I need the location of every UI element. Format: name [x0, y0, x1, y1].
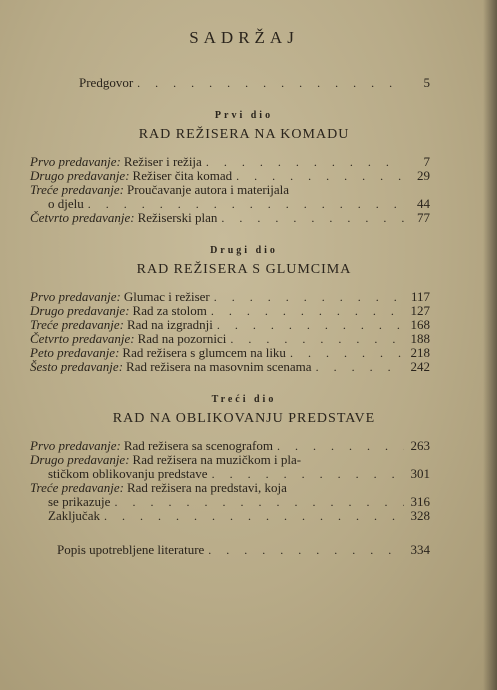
page-number: 334 [410, 542, 430, 557]
toc-entry [30, 481, 430, 495]
toc-entry-preface [30, 76, 430, 90]
entry-title-continued: stičkom oblikovanju predstave [48, 466, 208, 481]
entry-title: Režiser i režija [123, 154, 202, 169]
leader-dots [206, 155, 404, 169]
entry-title: Glumac i režiser [123, 289, 210, 304]
part-label: Prvi dio [214, 110, 274, 121]
entry-title-continued: o djelu [48, 196, 84, 211]
toc-entry [30, 183, 430, 197]
page-number: 127 [410, 303, 430, 318]
page-number: 7 [423, 154, 430, 169]
part-title: RAD REŽISERA NA KOMADU [138, 127, 350, 142]
leader-dots [114, 495, 404, 509]
lecture-label: Prvo predavanje: [30, 438, 121, 453]
toc-entry [30, 155, 430, 169]
toc-entry [30, 318, 430, 332]
entry-title: Rad na pozornici [137, 331, 227, 346]
toc-entry [30, 439, 430, 453]
toc-entry [30, 346, 430, 360]
leader-dots [316, 360, 404, 374]
leader-dots [230, 332, 404, 346]
page-number: 77 [417, 210, 430, 225]
lecture-label: Peto predavanje: [30, 345, 120, 360]
lecture-label: Prvo predavanje: [30, 154, 121, 169]
leader-dots [212, 467, 404, 481]
page-number: 242 [410, 359, 430, 374]
lecture-label: Treće predavanje: [30, 480, 124, 495]
leader-dots [236, 169, 404, 183]
entry-title: Rad na izgradnji [126, 317, 213, 332]
lecture-label: Četvrto predavanje: [30, 331, 135, 346]
toc-entry-continuation [30, 467, 430, 481]
toc-entry [30, 453, 430, 467]
lecture-label: Treće predavanje: [30, 182, 124, 197]
leader-dots [290, 346, 404, 360]
entry-title: Rad za stolom [132, 303, 207, 318]
lecture-label: Drugo predavanje: [30, 168, 130, 183]
entry-title: Režiser čita komad [132, 168, 233, 183]
entry-title-continued: se prikazuje [48, 494, 111, 509]
entry-title: Rad režisera na predstavi, koja [126, 480, 287, 495]
page-number: 29 [417, 168, 430, 183]
leader-dots [208, 543, 404, 557]
part-label: Drugi dio [210, 245, 278, 256]
part-title: RAD REŽISERA S GLUMCIMA [136, 262, 352, 277]
leader-dots [137, 76, 404, 90]
lecture-label: Četvrto predavanje: [30, 210, 135, 225]
toc-entry-continuation [30, 197, 430, 211]
leader-dots [214, 290, 404, 304]
page-title: SADRŽAJ [189, 28, 299, 47]
page-number: 117 [410, 289, 430, 304]
part-title: RAD NA OBLIKOVANJU PREDSTAVE [112, 411, 376, 426]
page-number: 168 [410, 317, 430, 332]
entry-title: Rad režisera na masovnim scenama [126, 359, 312, 374]
page-number: 263 [410, 438, 430, 453]
entry-title: Režiserski plan [137, 210, 218, 225]
entry-title: Popis upotrebljene literature [57, 542, 205, 557]
page-number: 316 [410, 494, 430, 509]
leader-dots [104, 509, 404, 523]
entry-title: Proučavanje autora i materijala [126, 182, 290, 197]
lecture-label: Drugo predavanje: [30, 452, 130, 467]
leader-dots [88, 197, 404, 211]
lecture-label: Prvo predavanje: [30, 289, 121, 304]
entry-title: Rad režisera sa scenografom [123, 438, 273, 453]
toc-entry-conclusion [30, 509, 430, 523]
leader-dots [277, 439, 404, 453]
page-number: 328 [410, 508, 430, 523]
toc-entry [30, 360, 430, 374]
leader-dots [211, 304, 404, 318]
leader-dots [217, 318, 404, 332]
entry-title: Rad režisera na muzičkom i pla- [132, 452, 302, 467]
part-label: Treći dio [211, 394, 277, 405]
table-of-contents [30, 28, 430, 557]
entry-title: Rad režisera s glumcem na liku [122, 345, 286, 360]
page-number: 5 [423, 75, 430, 90]
page-number: 218 [410, 345, 430, 360]
entry-title: Zaključak [48, 508, 100, 523]
lecture-label: Drugo predavanje: [30, 303, 130, 318]
lecture-label: Treće predavanje: [30, 317, 124, 332]
entry-title: Predgovor [79, 75, 134, 90]
leader-dots [221, 211, 404, 225]
page-number: 188 [410, 331, 430, 346]
toc-entry [30, 169, 430, 183]
toc-entry-continuation [30, 495, 430, 509]
toc-entry [30, 332, 430, 346]
toc-entry [30, 290, 430, 304]
lecture-label: Šesto predavanje: [30, 359, 124, 374]
page-number: 301 [410, 466, 430, 481]
toc-entry-bibliography [30, 543, 430, 557]
toc-entry [30, 304, 430, 318]
page-number: 44 [417, 196, 430, 211]
toc-entry [30, 211, 430, 225]
